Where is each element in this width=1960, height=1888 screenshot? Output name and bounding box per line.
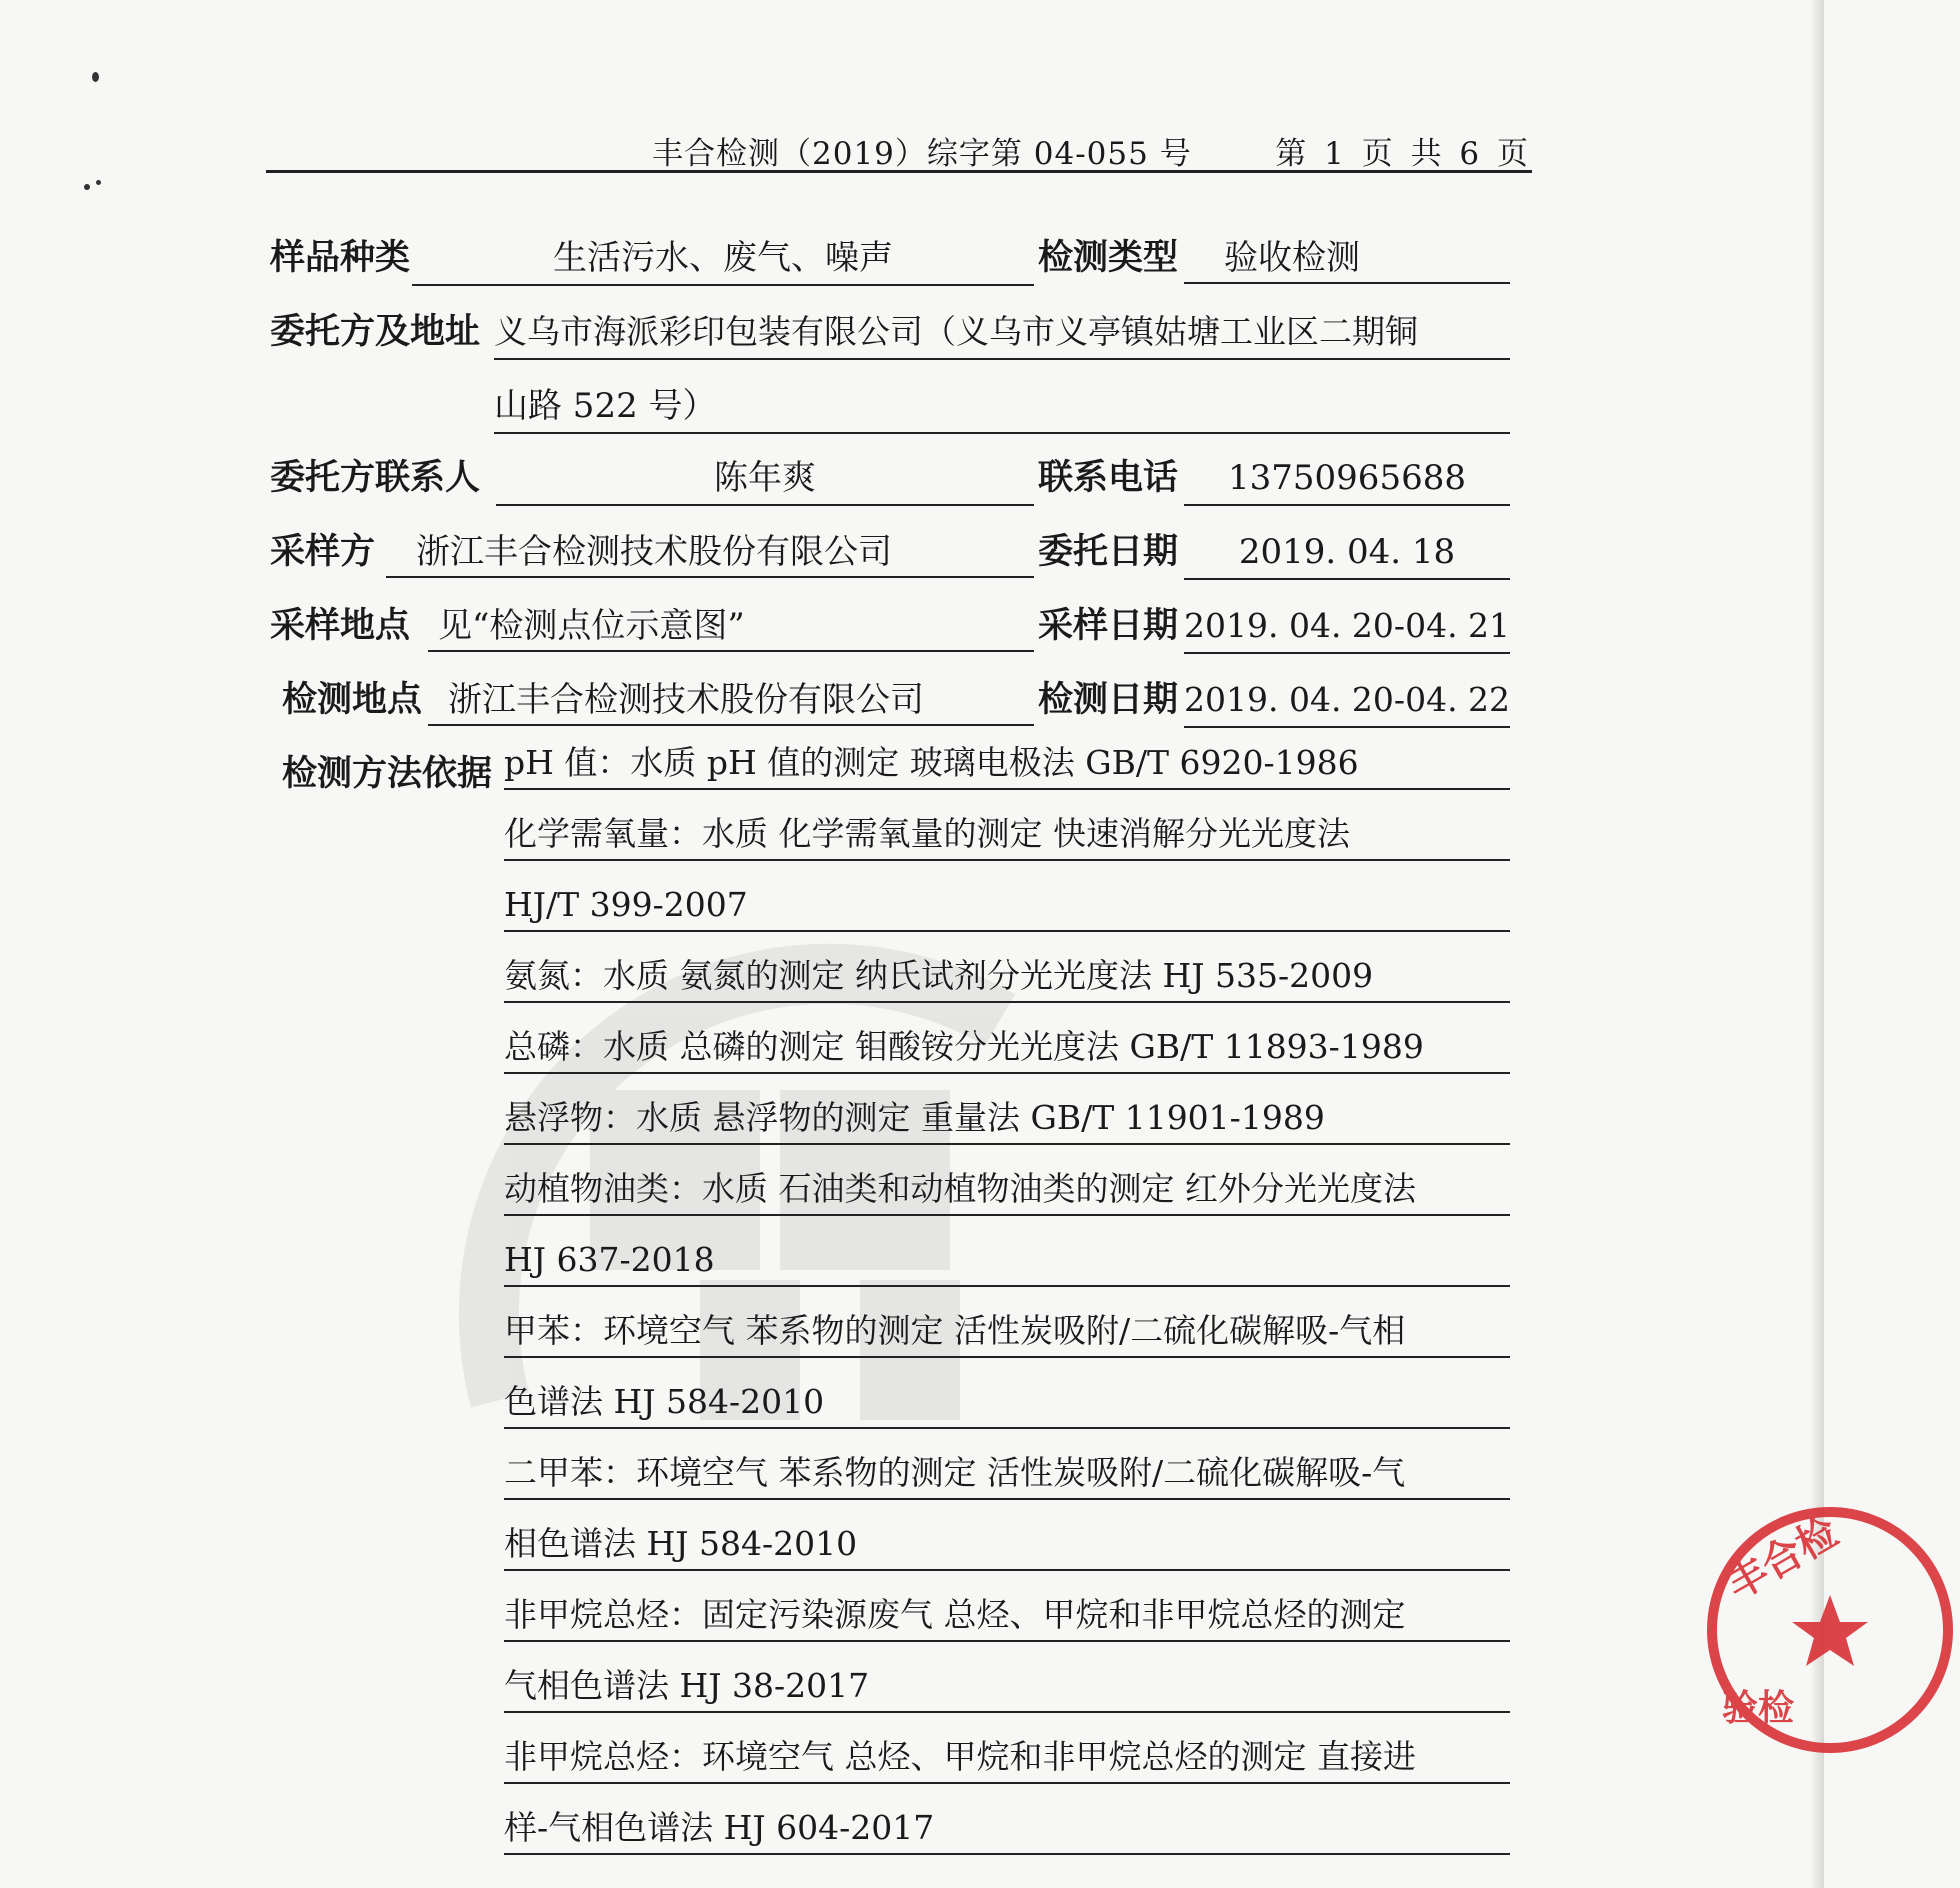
sample-site-value: 见“检测点位示意图” <box>428 600 1034 652</box>
scan-speck <box>84 184 90 190</box>
method-line: 悬浮物：水质 悬浮物的测定 重量法 GB/T 11901-1989 <box>504 1093 1510 1145</box>
method-line: 非甲烷总烃：固定污染源废气 总烃、甲烷和非甲烷总烃的测定 <box>504 1590 1510 1642</box>
contact-label: 委托方联系人 <box>270 457 481 498</box>
method-list <box>504 738 1514 1868</box>
report-header <box>266 120 1532 173</box>
method-line: 样-气相色谱法 HJ 604-2017 <box>504 1803 1510 1855</box>
sample-site-label: 采样地点 <box>270 605 411 646</box>
client-value-line2: 山路 522 号） <box>494 380 1510 434</box>
method-line: 相色谱法 HJ 584-2010 <box>504 1519 1510 1571</box>
row-client-cont <box>494 380 1510 438</box>
row-sampler <box>270 526 1510 584</box>
report-number: 丰合检测（2019）综字第 04-055 号 <box>652 136 1192 172</box>
scan-speck <box>92 72 99 82</box>
test-type-label: 检测类型 <box>1038 237 1179 278</box>
method-label: 检测方法依据 <box>282 753 493 794</box>
row-contact <box>270 452 1510 510</box>
method-line: 色谱法 HJ 584-2010 <box>504 1377 1510 1429</box>
test-type-value: 验收检测 <box>1184 232 1510 284</box>
svg-text:验检: 验检 <box>1722 1688 1795 1729</box>
row-test-site <box>270 674 1510 732</box>
client-label: 委托方及地址 <box>270 311 481 352</box>
row-sample-type <box>270 232 1510 290</box>
method-line: pH 值：水质 pH 值的测定 玻璃电极法 GB/T 6920-1986 <box>504 738 1510 790</box>
method-line: 动植物油类：水质 石油类和动植物油类的测定 红外分光光度法 <box>504 1164 1510 1216</box>
sample-date-value: 2019. 04. 20-04. 21 <box>1184 600 1510 654</box>
svg-text:丰合检: 丰合检 <box>1719 1509 1846 1609</box>
method-line: 甲苯：环境空气 苯系物的测定 活性炭吸附/二硫化碳解吸-气相 <box>504 1306 1510 1358</box>
row-client <box>270 306 1510 364</box>
row-sample-site <box>270 600 1510 658</box>
phone-label: 联系电话 <box>1038 457 1179 498</box>
method-line: 总磷：水质 总磷的测定 钼酸铵分光光度法 GB/T 11893-1989 <box>504 1022 1510 1074</box>
sampler-label: 采样方 <box>270 531 376 572</box>
scan-speck <box>96 180 101 185</box>
sample-date-label: 采样日期 <box>1038 605 1179 646</box>
test-date-label: 检测日期 <box>1038 679 1179 720</box>
method-line: HJ/T 399-2007 <box>504 880 1510 932</box>
sample-type-label: 样品种类 <box>270 237 411 278</box>
entrust-date-value: 2019. 04. 18 <box>1184 526 1510 580</box>
test-site-value: 浙江丰合检测技术股份有限公司 <box>428 674 1034 726</box>
method-line: 化学需氧量：水质 化学需氧量的测定 快速消解分光光度法 <box>504 809 1510 861</box>
company-seal <box>1700 1500 1960 1760</box>
method-line: 非甲烷总烃：环境空气 总烃、甲烷和非甲烷总烃的测定 直接进 <box>504 1732 1510 1784</box>
test-date-value: 2019. 04. 20-04. 22 <box>1184 674 1510 728</box>
page-indicator: 第 1 页 共 6 页 <box>1275 136 1532 172</box>
sampler-value: 浙江丰合检测技术股份有限公司 <box>386 526 1034 578</box>
method-line: 二甲苯：环境空气 苯系物的测定 活性炭吸附/二硫化碳解吸-气 <box>504 1448 1510 1500</box>
method-line: HJ 637-2018 <box>504 1235 1510 1287</box>
test-site-label: 检测地点 <box>282 679 423 720</box>
method-line: 气相色谱法 HJ 38-2017 <box>504 1661 1510 1713</box>
contact-value: 陈年爽 <box>496 452 1034 506</box>
client-value-line1: 义乌市海派彩印包装有限公司（义乌市义亭镇姑塘工业区二期铜 <box>494 306 1510 360</box>
method-line: 氨氮：水质 氨氮的测定 纳氏试剂分光光度法 HJ 535-2009 <box>504 951 1510 1003</box>
entrust-date-label: 委托日期 <box>1038 531 1179 572</box>
sample-type-value: 生活污水、废气、噪声 <box>412 232 1034 286</box>
phone-value: 13750965688 <box>1184 452 1510 506</box>
